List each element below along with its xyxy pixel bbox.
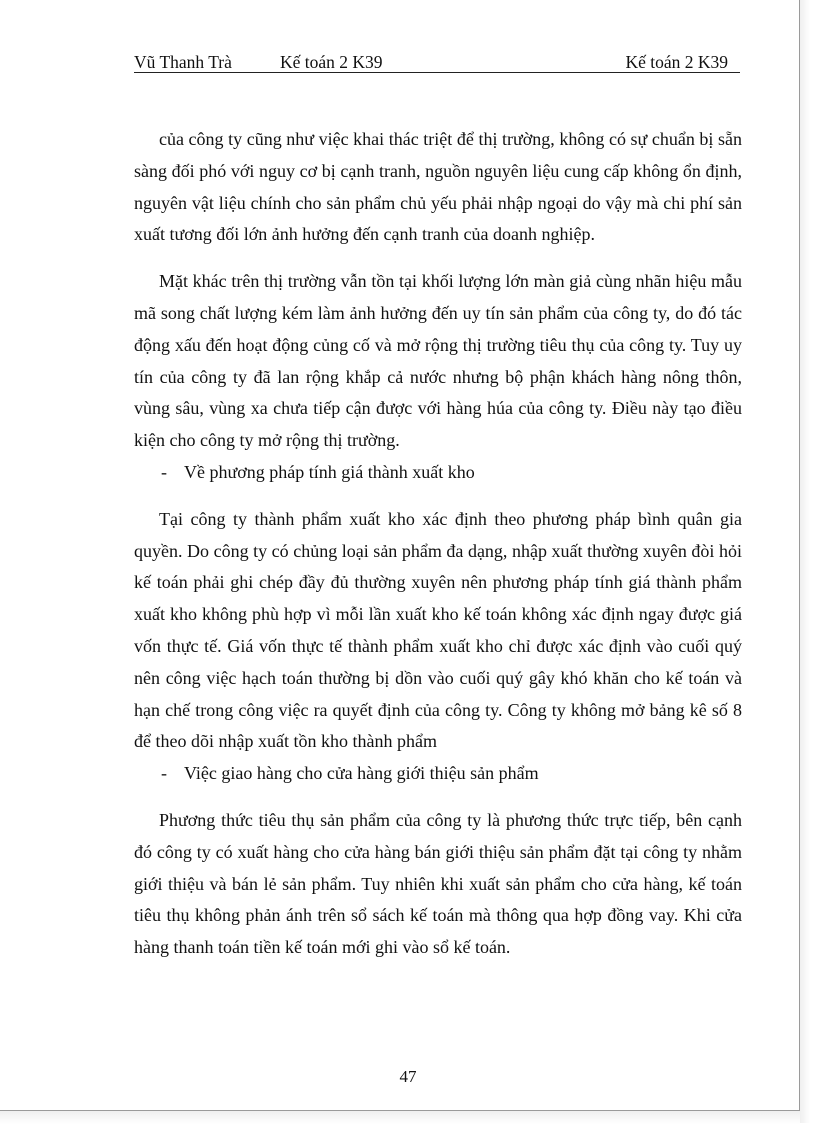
document-body (134, 124, 742, 964)
bullet-delivery (134, 758, 742, 790)
bullet-dash: - (161, 763, 167, 784)
paragraph-costing: Tại công ty thành phẩm xuất kho xác định theo phương pháp bình quân gia quyền. Do công ty có chủng loại sản phẩm đa dạng, nhập xuất thường xuyên đòi hỏi kế toán phải ghi chép đầy đủ thường xuyên nên phương pháp tính giá thành phẩm xuất kho không phù hợp vì mỗi lần xuất kho kế toán không xác định ngay được giá vốn thực tế. Giá vốn thực tế thành phẩm xuất kho chỉ được xác định vào cuối quý nên công việc hạch toán thường bị dồn vào cuối quý gây khó khăn cho kế toán và hạn chế trong công việc ra quyết định của công ty. Công ty không mở bảng kê số 8 để theo dõi nhập xuất tồn kho thành phẩm (134, 508, 742, 752)
bullet-delivery-text: Việc giao hàng cho cửa hàng giới thiệu sản phẩm (184, 763, 539, 784)
page-edge-right (799, 0, 810, 1123)
paragraph-counterfeit: Mặt khác trên thị trường vẫn tồn tại khối lượng lớn màn giả cùng nhãn hiệu mẫu mã song chất lượng kém làm ảnh hưởng đến uy tín sản phẩm của công ty, do đó tác động xấu đến hoạt động củng cố và mở rộng thị trường tiêu thụ của công ty. Tuy uy tín của công ty đã lan rộng khắp cả nước nhưng bộ phận khách hàng nông thôn, vùng sâu, vùng xa chưa tiếp cận được với hàng húa của công ty. Điều này tạo điều kiện cho công ty mở rộng thị trường. (134, 271, 742, 451)
bullet-costing-method-text: Về phương pháp tính giá thành xuất kho (184, 461, 475, 482)
paragraph-delivery: Phương thức tiêu thụ sản phẩm của công ty là phương thức trực tiếp, bên cạnh đó công ty có xuất hàng cho cửa hàng bán giới thiệu sản phẩm đặt tại công ty nhằm giới thiệu và bán lẻ sản phẩm. Tuy nhiên khi xuất sản phẩm cho cửa hàng, kế toán tiêu thụ không phản ánh trên sổ sách kế toán mà thông qua hợp đồng vay. Khi cửa hàng thanh toán tiền kế toán mới ghi vào sổ kế toán. (134, 809, 742, 958)
header-class-right: Kế toán 2 K39 (625, 52, 728, 72)
page-edge-bottom (0, 1110, 800, 1124)
bullet-costing-method (134, 457, 742, 489)
header-author: Vũ Thanh Trà (134, 52, 232, 72)
page-header (134, 52, 740, 73)
paragraph-competition: của công ty cũng như việc khai thác triệt để thị trường, không có sự chuẩn bị sẵn sàng đối phó với nguy cơ bị cạnh tranh, nguồn nguyên liệu cung cấp không ổn định, nguyên vật liệu chính cho sản phẩm chủ yếu phải nhập ngoại do vậy mà chi phí sản xuất tương đối lớn ảnh hưởng đến cạnh tranh của doanh nghiệp. (134, 129, 742, 245)
bullet-dash: - (161, 461, 167, 482)
page-number: 47 (399, 1067, 417, 1086)
header-class-left: Kế toán 2 K39 (280, 52, 383, 72)
